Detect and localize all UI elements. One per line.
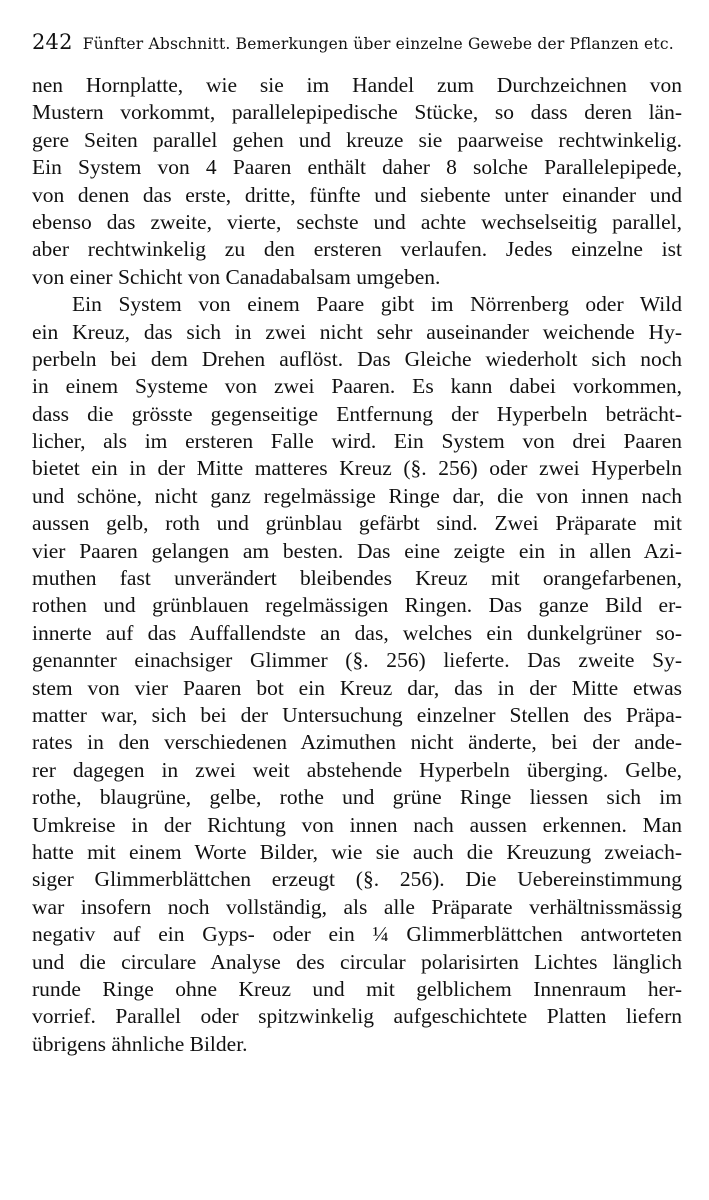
text-line: runde Ringe ohne Kreuz und mit gelblichem Innenraum her- [32, 976, 682, 1001]
text-line: perbeln bei dem Drehen auflöst. Das Gleiche wiederholt sich noch [32, 346, 682, 371]
text-line: ein Kreuz, das sich in zwei nicht sehr auseinander weichende Hy- [32, 319, 682, 344]
text-line: genannter einachsiger Glimmer (§. 256) lieferte. Das zweite Sy- [32, 648, 682, 673]
text-line: übrigens ähnliche Bilder. [32, 1031, 248, 1056]
running-title: Fünfter Abschnitt. Bemerkungen über einzelne Gewebe der Pflanzen etc. [82, 35, 674, 53]
paragraph [32, 291, 682, 1058]
page-number: 242 [32, 30, 73, 54]
text-line: stem von vier Paaren bot ein Kreuz dar, das in der Mitte etwas [32, 675, 682, 700]
text-line: rothen und grünblauen regelmässigen Ringen. Das ganze Bild er- [32, 593, 682, 618]
text-line: negativ auf ein Gyps- oder ein ¼ Glimmerblättchen antworteten [32, 922, 682, 947]
text-line: rothe, blaugrüne, gelbe, rothe und grüne Ringe liessen sich im [32, 785, 682, 810]
text-line: und die circulare Analyse des circular polarisirten Lichtes länglich [32, 949, 682, 974]
text-line: muthen fast unverändert bleibendes Kreuz mit orangefarbenen, [32, 566, 682, 591]
body-text [32, 72, 682, 1058]
text-line: von denen das erste, dritte, fünfte und siebente unter einander und [32, 182, 682, 207]
text-line: rer dagegen in zwei weit abstehende Hyperbeln überging. Gelbe, [32, 757, 682, 782]
text-line: vier Paaren gelangen am besten. Das eine zeigte ein in allen Azi- [32, 538, 682, 563]
paragraph [32, 72, 682, 291]
text-line: hatte mit einem Worte Bilder, wie sie auch die Kreuzung zweiach- [32, 839, 682, 864]
text-line: aber rechtwinkelig zu den ersteren verlaufen. Jedes einzelne ist [32, 237, 682, 262]
text-line: war insofern noch vollständig, als alle Präparate verhältnissmässig [32, 894, 682, 919]
text-line: siger Glimmerblättchen erzeugt (§. 256). Die Uebereinstimmung [32, 867, 682, 892]
text-line: matter war, sich bei der Untersuchung einzelner Stellen des Präpa- [32, 702, 682, 727]
book-page [32, 30, 682, 1058]
text-line: Ein System von einem Paare gibt im Nörrenberg oder Wild [72, 292, 682, 317]
text-line: innerte auf das Auffallendste an das, welches ein dunkelgrüner so- [32, 620, 682, 645]
text-line: nen Hornplatte, wie sie im Handel zum Durchzeichnen von [32, 73, 682, 97]
text-line: rates in den verschiedenen Azimuthen nicht änderte, bei der ande- [32, 730, 682, 755]
text-line: bietet ein in der Mitte matteres Kreuz (§. 256) oder zwei Hyperbeln [32, 456, 682, 481]
text-line: dass die grösste gegenseitige Entfernung der Hyperbeln beträcht- [32, 401, 682, 426]
text-line: Umkreise in der Richtung von innen nach aussen erkennen. Man [32, 812, 682, 837]
text-line: licher, als im ersteren Falle wird. Ein System von drei Paaren [32, 429, 682, 454]
text-line: Mustern vorkommt, parallelepipedische Stücke, so dass deren län- [32, 100, 682, 125]
text-line: von einer Schicht von Canadabalsam umgeben. [32, 264, 441, 289]
text-line: und schöne, nicht ganz regelmässige Ringe dar, die von innen nach [32, 483, 682, 508]
text-line: in einem Systeme von zwei Paaren. Es kann dabei vorkommen, [32, 374, 682, 399]
text-line: vorrief. Parallel oder spitzwinkelig aufgeschichtete Platten liefern [32, 1004, 682, 1029]
text-line: Ein System von 4 Paaren enthält daher 8 solche Parallelepipede, [32, 155, 682, 180]
running-head [32, 30, 682, 54]
text-line: ebenso das zweite, vierte, sechste und achte wechselseitig parallel, [32, 209, 682, 234]
text-line: aussen gelb, roth und grünblau gefärbt sind. Zwei Präparate mit [32, 511, 682, 536]
text-line: gere Seiten parallel gehen und kreuze sie paarweise rechtwinkelig. [32, 127, 682, 152]
